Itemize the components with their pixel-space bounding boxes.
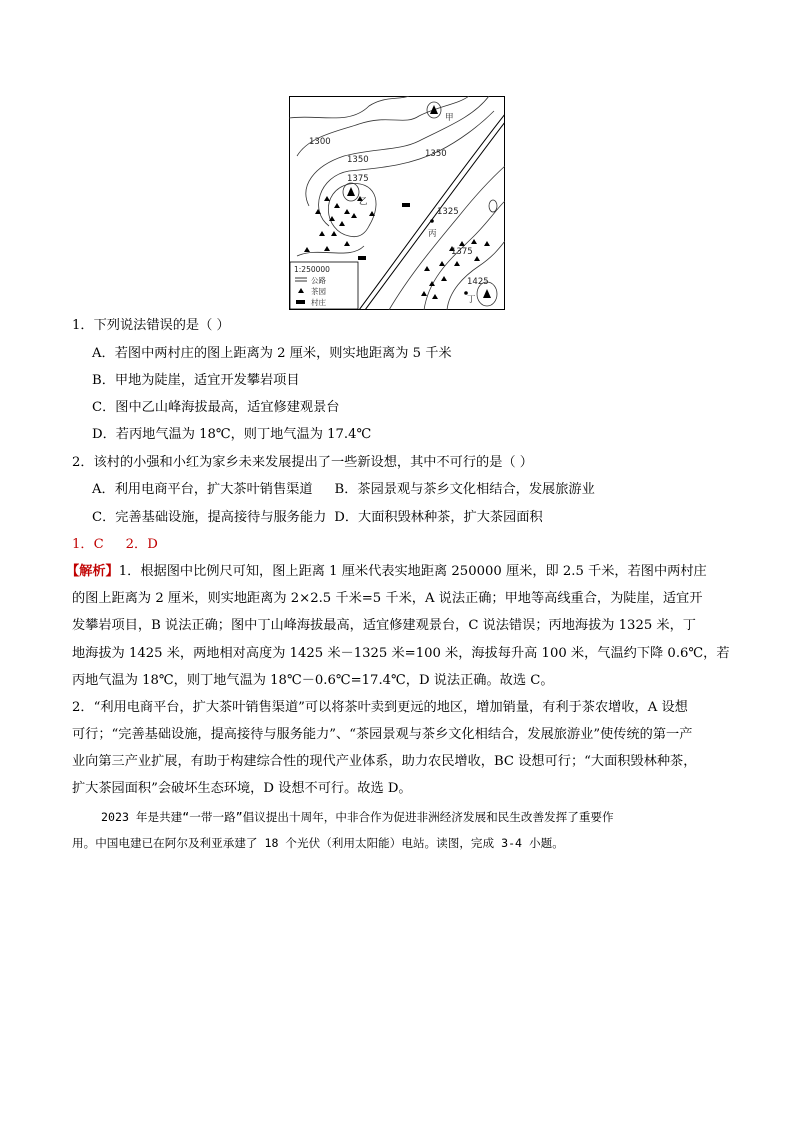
contour-label: 1425	[467, 277, 489, 287]
analysis-line-9: 扩大茶园面积”会破坏生态环境，D 设想不可行。故选 D。	[72, 781, 412, 796]
answer-key	[72, 534, 158, 556]
question-2-option-c: C．完善基础设施，提高接待与服务能力	[92, 510, 327, 525]
contour-label: 1350	[425, 149, 447, 159]
analysis-line-2: 的图上距离为 2 厘米，则实地距离为 2×2.5 千米=5 千米，A 说法正确；甲地等高线重合，为陡崖，适宜开	[72, 591, 703, 606]
place-ding: 丁	[467, 295, 476, 305]
question-1-option-b: B．甲地为陡崖，适宜开发攀岩项目	[92, 373, 300, 388]
legend-road: 公路	[311, 276, 326, 285]
passage-line-2: 用。中国电建已在阿尔及利亚承建了 18 个光伏（利用太阳能）电站。读图，完成 3-4 小题。	[72, 836, 564, 850]
analysis-line-5: 丙地气温为 18℃，则丁地气温为 18℃－0.6℃=17.4℃，D 说法正确。故选 C。	[72, 673, 554, 688]
contour-label: 1300	[309, 137, 331, 147]
place-bing: 丙	[428, 229, 437, 239]
analysis-line-3: 发攀岩项目，B 说法正确；图中丁山峰海拔最高，适宜修建观景台，C 说法错误；丙地海拔为 1325 米，丁	[72, 618, 696, 633]
legend-village: 村庄	[311, 298, 326, 307]
analysis-text-1: 1．根据图中比例尺可知，图上距离 1 厘米代表实地距离 250000 厘米，即 2.5 千米，若图中两村庄	[118, 564, 707, 579]
contour-label: 1375	[347, 174, 369, 184]
contour-label: 1375	[451, 247, 473, 257]
question-1-option-d: D．若丙地气温为 18℃，则丁地气温为 17.4℃	[92, 427, 372, 442]
village-icon	[296, 300, 305, 304]
analysis-line-1	[66, 561, 707, 583]
place-jia: 甲	[445, 113, 454, 123]
analysis-line-6: 2．“利用电商平台，扩大茶叶销售渠道”可以将茶叶卖到更远的地区，增加销量，有利于茶农增收，A 设想	[72, 700, 688, 715]
question-1-option-a: A．若图中两村庄的图上距离为 2 厘米，则实地距离为 5 千米	[92, 346, 452, 361]
analysis-line-7: 可行；“完善基础设施，提高接待与服务能力”、“茶园景观与茶乡文化相结合，发展旅游业”使传统的第一产	[72, 727, 693, 742]
analysis-line-4: 地海拔为 1425 米，两地相对高度为 1425 米－1325 米=100 米，海拔每升高 100 米，气温约下降 0.6℃，若	[72, 646, 730, 661]
analysis-line-8: 业向第三产业扩展，有助于构建综合性的现代产业体系，助力农民增收，BC 设想可行；“大面积毁林种茶，	[72, 754, 697, 769]
question-2-option-d: D．大面积毁林种茶，扩大茶园面积	[334, 510, 543, 525]
legend-tea: 茶园	[311, 287, 326, 296]
place-yi: 乙	[359, 197, 368, 207]
analysis-tag: 【解析】	[66, 564, 119, 579]
question-2-stem: 2．该村的小强和小红为家乡未来发展提出了一些新设想，其中不可行的是（ ）	[72, 455, 533, 470]
answer-2: 2．D	[125, 537, 158, 552]
question-1-option-c: C．图中乙山峰海拔最高，适宜修建观景台	[92, 400, 340, 415]
question-1-stem: 1．下列说法错误的是（ ）	[72, 318, 230, 333]
map-legend	[290, 262, 358, 309]
question-2-options-cd	[92, 507, 543, 529]
answer-1: 1．C	[72, 537, 104, 552]
question-2-options-ab	[92, 479, 595, 501]
passage-line-1: 2023 年是共建“一带一路”倡议提出十周年，中非合作为促进非洲经济发展和民生改善发挥了重要作	[101, 810, 614, 824]
contour-label: 1350	[347, 155, 369, 165]
contour-label: 1325	[437, 207, 459, 217]
topographic-map	[289, 96, 505, 310]
question-2-option-b: B．茶园景观与茶乡文化相结合，发展旅游业	[334, 482, 595, 497]
legend-scale: 1:250000	[294, 265, 330, 274]
question-2-option-a: A．利用电商平台，扩大茶叶销售渠道	[92, 482, 313, 497]
